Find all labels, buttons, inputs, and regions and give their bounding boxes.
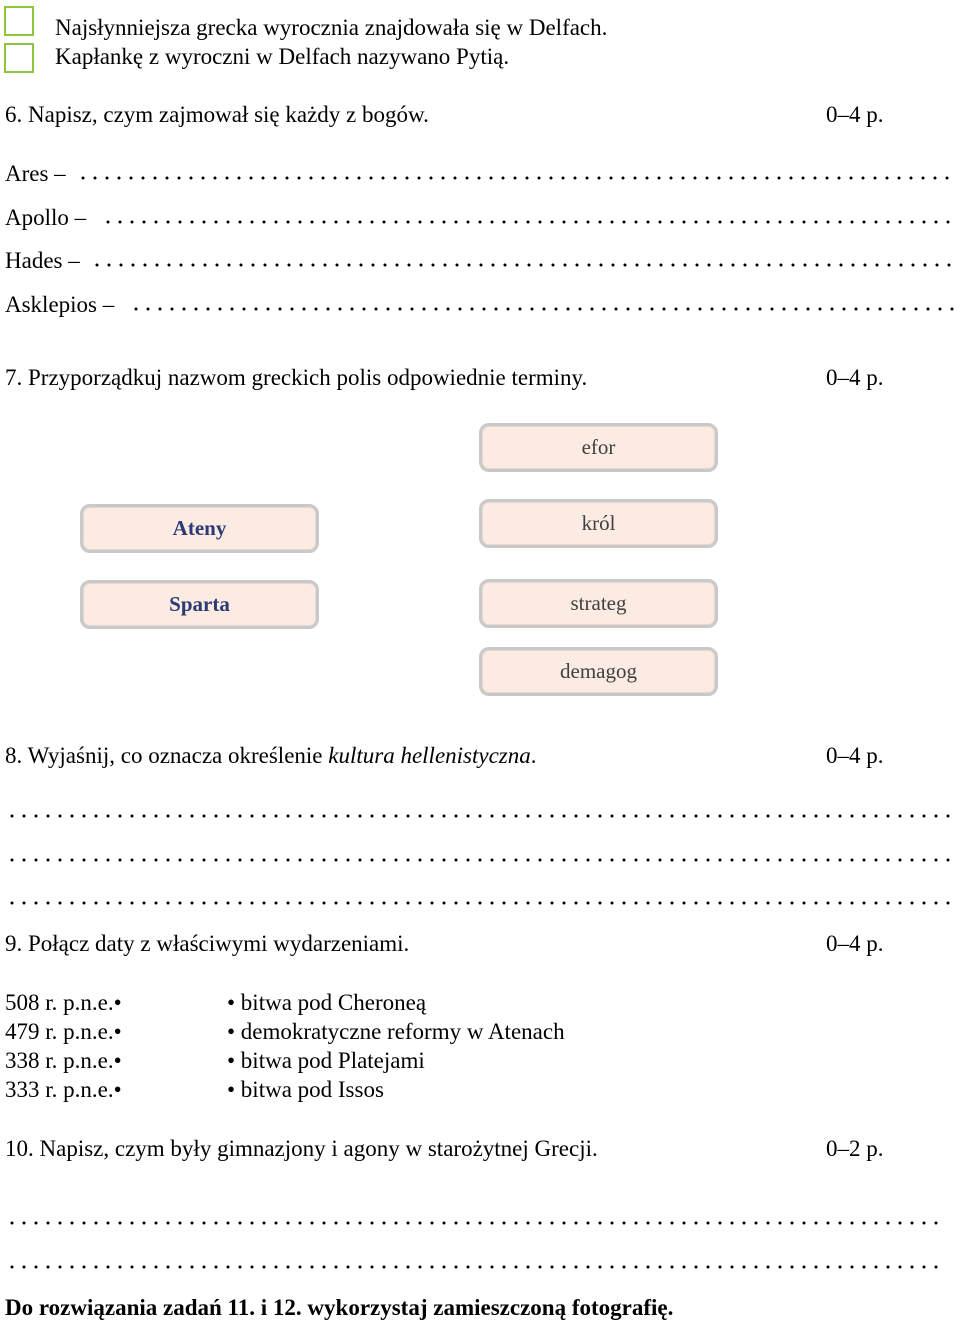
q8-answer-line-3[interactable]	[6, 893, 956, 913]
q9-title: 9. Połącz daty z właściwymi wydarzeniami.	[5, 931, 410, 956]
event-item[interactable]: • bitwa pod Platejami	[227, 1048, 425, 1073]
date-item[interactable]: 479 r. p.n.e.•	[5, 1019, 122, 1044]
answer-line-asklepios[interactable]	[130, 299, 956, 319]
answer-line-hades[interactable]	[91, 255, 956, 275]
q6-title: 6. Napisz, czym zajmował się każdy z bogów.	[5, 102, 429, 127]
date-item[interactable]: 338 r. p.n.e.•	[5, 1048, 122, 1073]
true-false-checkbox-2[interactable]	[4, 43, 34, 73]
q8-answer-line-2[interactable]	[6, 850, 956, 870]
q10-title: 10. Napisz, czym były gimnazjony i agony w starożytnej Grecji.	[5, 1136, 598, 1161]
q7-title: 7. Przyporządkuj nazwom greckich polis odpowiednie terminy.	[5, 365, 588, 390]
q10-answer-line-2[interactable]	[6, 1257, 946, 1277]
polis-label: Ateny	[172, 516, 227, 540]
polis-label: Sparta	[169, 592, 230, 616]
term-box-efor[interactable]	[479, 423, 718, 472]
q10-answer-line-1[interactable]	[6, 1213, 946, 1233]
term-label: demagog	[560, 659, 637, 683]
q10-points: 0–2 p.	[826, 1136, 884, 1161]
q8-title-suffix: .	[530, 743, 537, 768]
q6-points: 0–4 p.	[826, 102, 884, 127]
date-item[interactable]: 508 r. p.n.e.•	[5, 990, 122, 1015]
term-box-strateg[interactable]	[479, 579, 718, 628]
answer-line-ares[interactable]	[77, 168, 956, 188]
event-item[interactable]: • bitwa pod Cheroneą	[227, 990, 427, 1015]
term-label: efor	[581, 435, 616, 459]
god-label-ares: Ares –	[5, 161, 66, 186]
term-box-krol[interactable]	[479, 499, 718, 548]
event-item[interactable]: • bitwa pod Issos	[227, 1077, 384, 1102]
q8-title-term: kultura hellenistyczna	[328, 743, 531, 768]
footer-instruction: Do rozwiązania zadań 11. i 12. wykorzystaj zamieszczoną fotografię.	[5, 1295, 674, 1320]
q8-points: 0–4 p.	[826, 743, 884, 768]
term-label: król	[581, 511, 616, 535]
statement-1: Najsłynniejsza grecka wyrocznia znajdowała się w Delfach.	[55, 15, 608, 40]
q7-points: 0–4 p.	[826, 365, 884, 390]
true-false-checkbox-1[interactable]	[4, 6, 34, 36]
q9-points: 0–4 p.	[826, 931, 884, 956]
polis-box-sparta[interactable]	[80, 580, 319, 629]
q8-answer-line-1[interactable]	[6, 806, 956, 826]
date-item[interactable]: 333 r. p.n.e.•	[5, 1077, 122, 1102]
answer-line-apollo[interactable]	[102, 212, 956, 232]
event-item[interactable]: • demokratyczne reformy w Atenach	[227, 1019, 565, 1044]
term-box-demagog[interactable]	[479, 647, 718, 696]
q8-title-prefix: 8. Wyjaśnij, co oznacza określenie	[5, 743, 329, 768]
statement-2: Kapłankę z wyroczni w Delfach nazywano Pytią.	[55, 44, 510, 69]
term-label: strateg	[570, 591, 627, 615]
god-label-apollo: Apollo –	[5, 205, 87, 230]
q8-title	[5, 744, 537, 767]
polis-box-ateny[interactable]	[80, 504, 319, 553]
god-label-asklepios: Asklepios –	[5, 292, 115, 317]
god-label-hades: Hades –	[5, 248, 80, 273]
